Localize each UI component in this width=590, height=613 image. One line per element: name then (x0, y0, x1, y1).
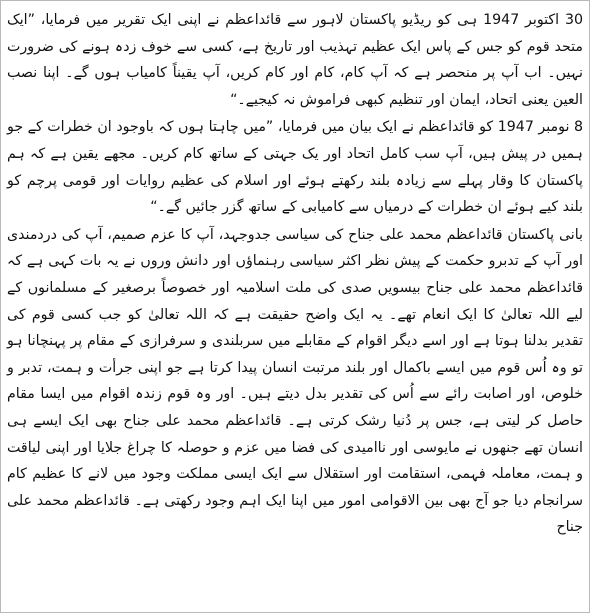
paragraph-founder-legacy: بانی پاکستان قائداعظم محمد علی جناح کی سیاسی جدوجہد، آپ کا عزم صمیم، آپ کی دردمندی اور آپ کے تدبرو حکمت کے پیش نظر اکثر سیاسی رہنماؤں اور دانش وروں نے یہ بات کہی ہے کہ قائداعظم محمد علی جناح بیسویں صدی کی ملت اسلامیہ اور خصوصاً برصغیر کے مسلمانوں کے لیے اللہ تعالیٰ کا ایک انعام تھے۔ یہ ایک واضح حقیقت ہے کہ اللہ تعالیٰ کو جب کسی قوم کی تقدیر بدلنا ہوتا ہے اور اسے دیگر اقوام کے مقابلے میں سربلندی و سرفرازی کے مقام پر پہنچانا ہو تو وہ اُس قوم میں ایسے باکمال اور بلند مرتبت انسان پیدا کرتا ہے جو اپنی جرأت و ہمت، تدبر و خلوص، اور اصابت رائے سے اُس کی تقدیر بدل دیتے ہیں۔ اور وہ قوم زندہ اقوام میں ایسا مقام حاصل کر لیتی ہے، جس پر دُنیا رشک کرتی ہے۔ قائداعظم محمد علی جناح بھی ایک ایسے ہی انسان تھے جنھوں نے مایوسی اور ناامیدی کی فضا میں عزم و حوصلہ کا چراغ جلایا اور اپنی لیاقت و ہمت، معاملہ فہمی، استقامت اور استقلال سے ایک ایسی مملکت وجود میں لانے کا عظیم کام سرانجام دیا جو آج بھی بین الاقوامی امور میں اپنا ایک اہم وجود رکھتی ہے۔ قائداعظم محمد علی جناح (7, 226, 583, 536)
paragraph-speech-30-october: 30 اکتوبر 1947 ہی کو ریڈیو پاکستان لاہور سے قائداعظم نے اپنی ایک تقریر میں فرمایا، ”ایک متحد قوم کو جس کے پاس ایک عظیم تہذیب اور تاریخ ہے، کسی سے خوف زدہ ہونے کی ضرورت نہیں۔ اب آپ پر منحصر ہے کہ آپ کام، کام اور کام کریں، آپ یقیناً کامیاب ہوں گے۔ اپنا نصب العین یعنی اتحاد، ایمان اور تنظیم کبھی فراموش نہ کیجیے۔“ (7, 12, 583, 108)
urdu-text-body (7, 7, 583, 542)
paragraph-statement-8-november: 8 نومبر 1947 کو قائداعظم نے ایک بیان میں فرمایا، ”میں چاہتا ہوں کہ باوجود ان خطرات کے جو ہمیں در پیش ہیں، آپ سب کامل اتحاد اور یک جہتی کے ساتھ کام کریں۔ مجھے یقین ہے کہ ہم پاکستان کا وقار پہلے سے زیادہ بلند رکھتے ہوئے اور اسلام کی عظیم روایات اور قومی پرچم کو بلند کیے ہوئے ان خطرات کے درمیاں سے کامیابی کے ساتھ گزر جائیں گے۔“ (7, 119, 583, 216)
